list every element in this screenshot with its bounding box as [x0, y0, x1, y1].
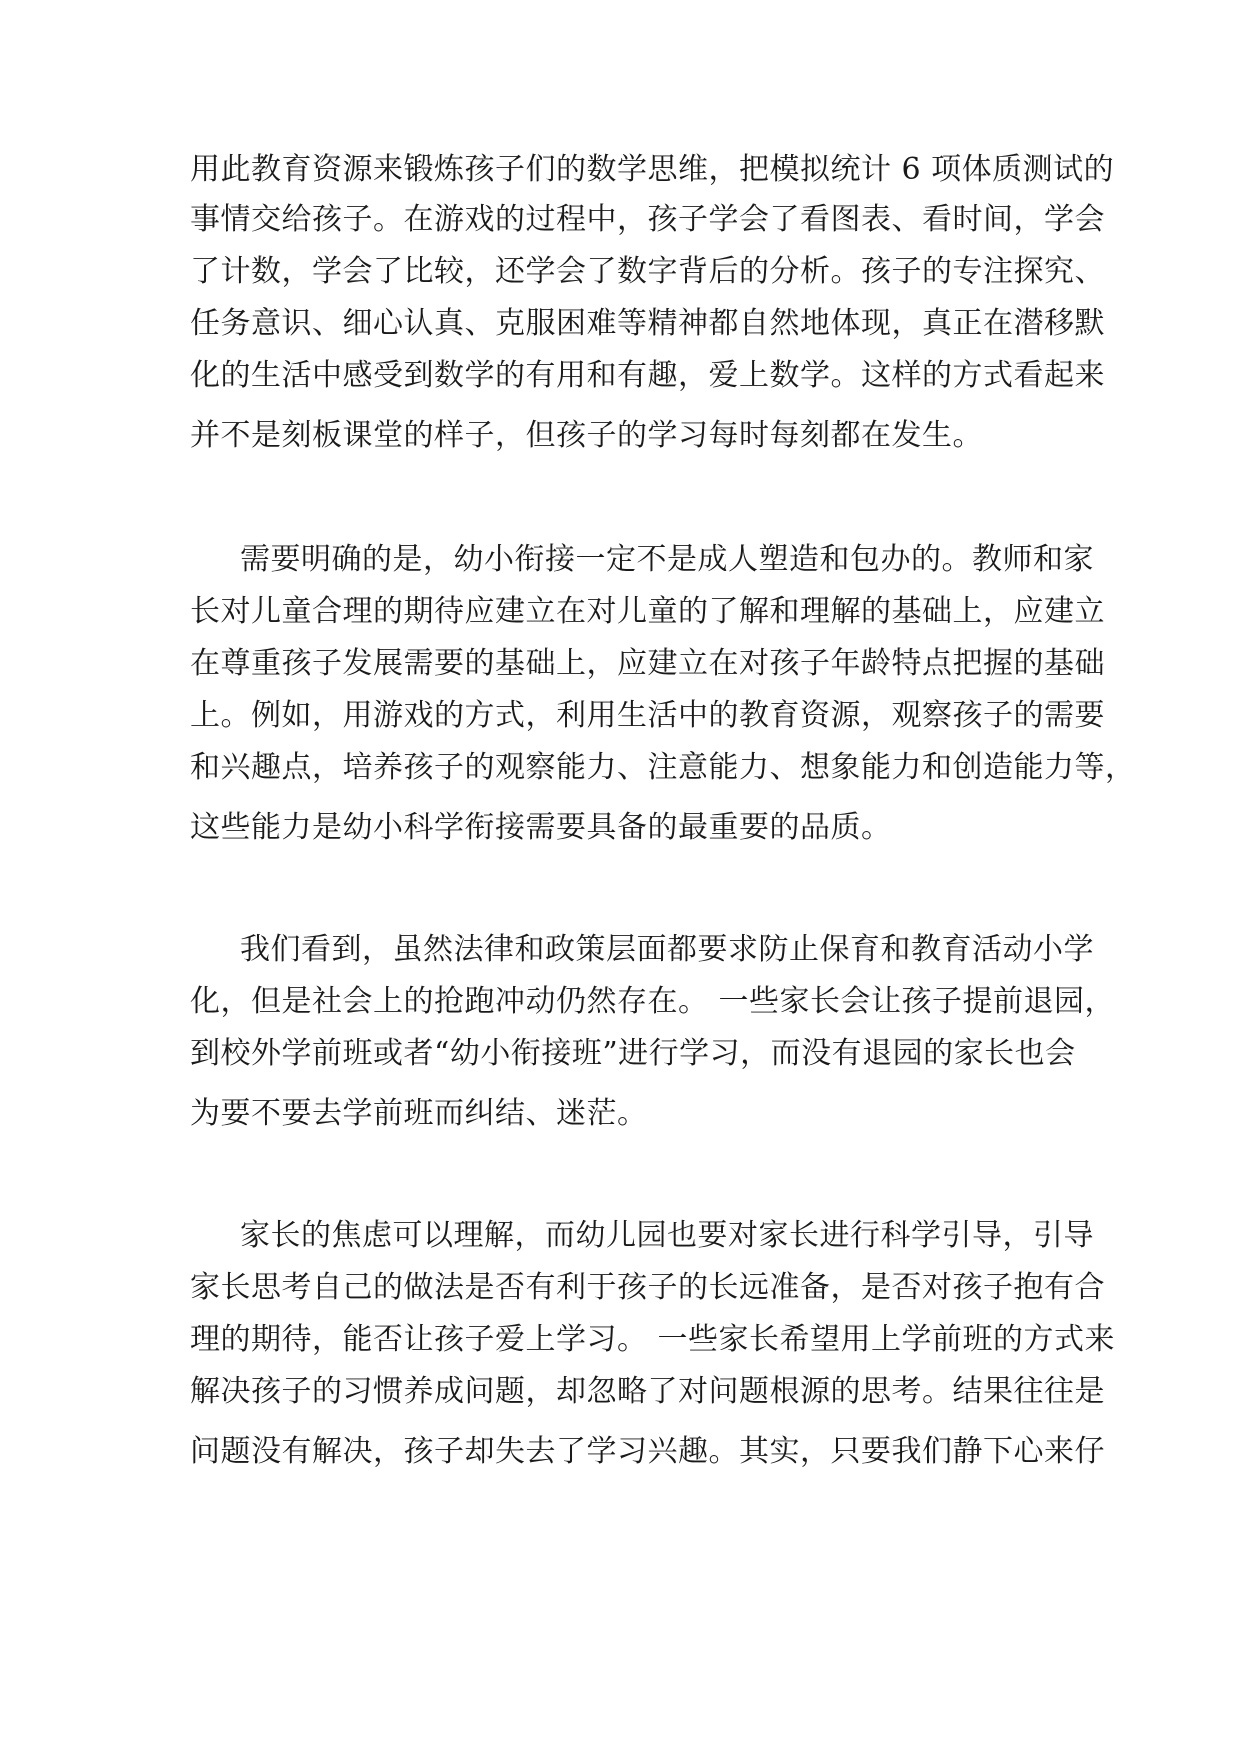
- body-text-line: 并不是刻板课堂的样子，但孩子的学习每时每刻都在发生。: [190, 418, 983, 453]
- body-text-line: 化的生活中感受到数学的有用和有趣，爱上数学。这样的方式看起来: [190, 358, 1105, 393]
- body-text-line: 在尊重孩子发展需要的基础上，应建立在对孩子年龄特点把握的基础: [190, 646, 1105, 681]
- body-text-line: 需要明确的是，幼小衔接一定不是成人塑造和包办的。教师和家: [240, 542, 1094, 577]
- body-text-line: 了计数，学会了比较，还学会了数字背后的分析。孩子的专注探究、: [190, 254, 1105, 289]
- body-text-line: 任务意识、细心认真、克服困难等精神都自然地体现，真正在潜移默: [190, 306, 1105, 341]
- body-text-line: 家长思考自己的做法是否有利于孩子的长远准备，是否对孩子抱有合: [190, 1270, 1105, 1305]
- body-text-line: 和兴趣点，培养孩子的观察能力、注意能力、想象能力和创造能力等，: [190, 750, 1136, 785]
- body-text-line: 解决孩子的习惯养成问题，却忽略了对问题根源的思考。结果往往是: [190, 1374, 1105, 1409]
- body-text-line: 到校外学前班或者“幼小衔接班”进行学习，而没有退园的家长也会: [190, 1036, 1076, 1071]
- body-text-line: 家长的焦虑可以理解，而幼儿园也要对家长进行科学引导，引导: [240, 1218, 1094, 1253]
- body-text-line: 问题没有解决，孩子却失去了学习兴趣。其实，只要我们静下心来仔: [190, 1434, 1105, 1469]
- body-text-line: 化，但是社会上的抢跑冲动仍然存在。 一些家长会让孩子提前退园，: [190, 984, 1116, 1019]
- body-text-line: 长对儿童合理的期待应建立在对儿童的了解和理解的基础上，应建立: [190, 594, 1105, 629]
- body-text-line: 上。例如，用游戏的方式，利用生活中的教育资源，观察孩子的需要: [190, 698, 1105, 733]
- body-text-line: 这些能力是幼小科学衔接需要具备的最重要的品质。: [190, 810, 892, 845]
- body-text-line: 理的期待，能否让孩子爱上学习。 一些家长希望用上学前班的方式来: [190, 1322, 1116, 1357]
- body-text-line: 事情交给孩子。在游戏的过程中，孩子学会了看图表、看时间，学会: [190, 202, 1105, 237]
- body-text-line: 用此教育资源来锻炼孩子们的数学思维，把模拟统计 6 项体质测试的: [190, 152, 1115, 187]
- body-text-line: 我们看到，虽然法律和政策层面都要求防止保育和教育活动小学: [240, 932, 1094, 967]
- body-text-line: 为要不要去学前班而纠结、迷茫。: [190, 1096, 648, 1131]
